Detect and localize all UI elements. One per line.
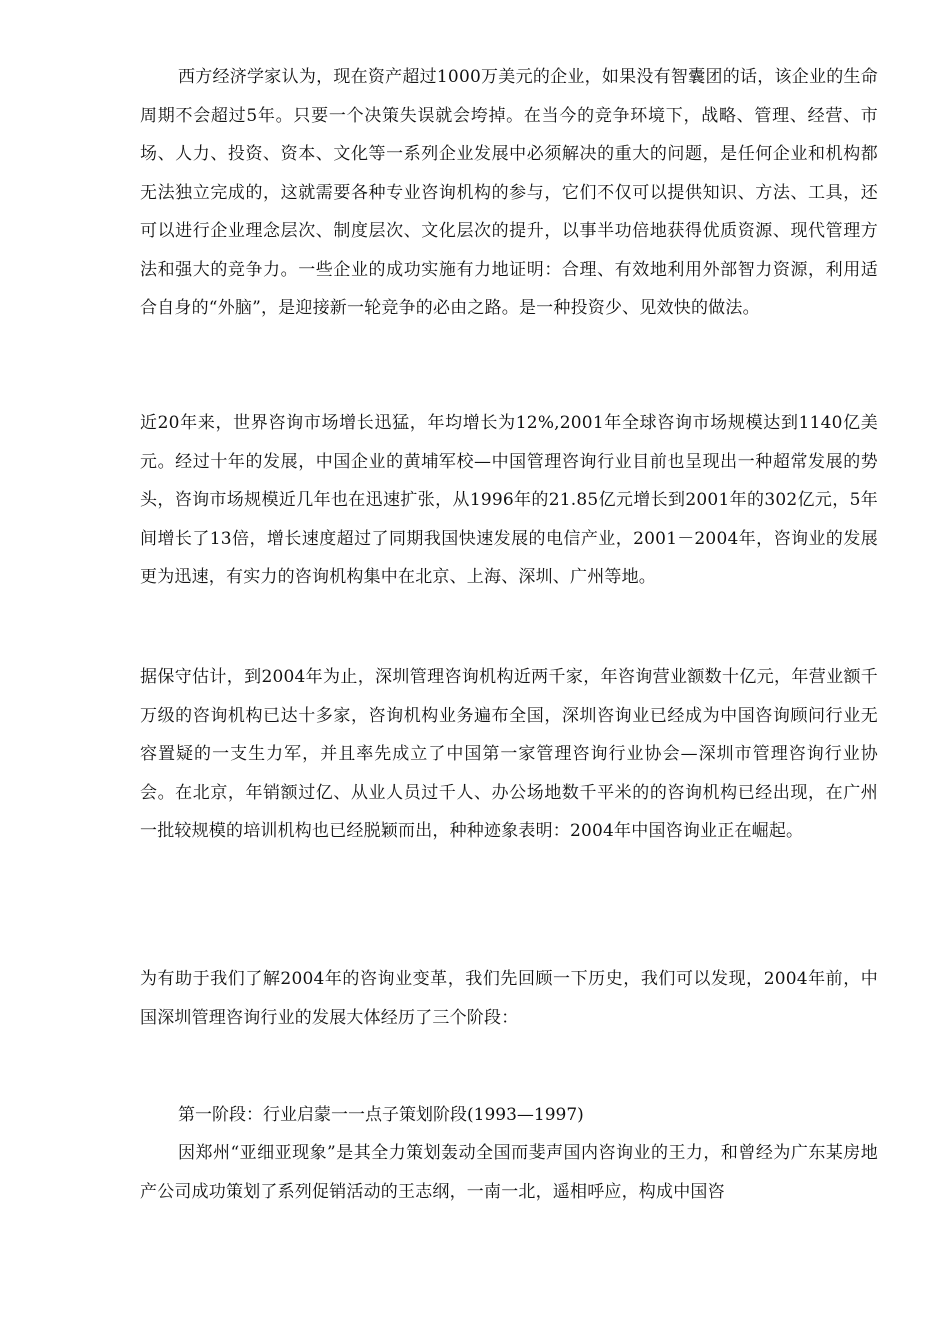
paragraph-think-tank: 西方经济学家认为，现在资产超过1000万美元的企业，如果没有智囊团的话，该企业的生命周期不会超过5年。只要一个决策失误就会垮掉。在当今的竞争环境下，战略、管理、经营、市场、人力、投资、资本、文化等一系列企业发展中必须解决的重大的问题，是任何企业和机构都无法独立完成的，这就需要各种专业咨询机构的参与，它们不仅可以提供知识、方法、工具，还可以进行企业理念层次、制度层次、文化层次的提升，以事半功倍地获得优质资源、现代管理方法和强大的竞争力。一些企业的成功实施有力地证明：合理、有效地利用外部智力资源，利用适合自身的“外脑”，是迎接新一轮竞争的必由之路。是一种投资少、见效快的做法。 [140, 67, 878, 318]
paragraph-history-intro: 为有助于我们了解2004年的咨询业变革，我们先回顾一下历史，我们可以发现，2004年前，中国深圳管理咨询行业的发展大体经历了三个阶段： [140, 969, 878, 1028]
paragraph-stage-one: 因郑州“亚细亚现象”是其全力策划轰动全国而斐声国内咨询业的王力，和曾经为广东某房地产公司成功策划了系列促销活动的王志纲，一南一北，遥相呼应，构成中国咨 [140, 1143, 878, 1202]
stage-one-heading: 第一阶段：行业启蒙一一点子策划阶段(1993—1997) [178, 1105, 584, 1125]
paragraph-market-growth: 近20年来，世界咨询市场增长迅猛，年均增长为12%,2001年全球咨询市场规模达到1140亿美元。经过十年的发展，中国企业的黄埔军校—中国管理咨询行业目前也呈现出一种超常发展的势头，咨询市场规模近几年也在迅速扩张，从1996年的21.85亿元增长到2001年的302亿元，5年间增长了13倍，增长速度超过了同期我国快速发展的电信产业，2001－2004年，咨询业的发展更为迅速，有实力的咨询机构集中在北京、上海、深圳、广州等地。 [140, 413, 878, 587]
paragraph-shenzhen-estimate: 据保守估计，到2004年为止，深圳管理咨询机构近两千家，年咨询营业额数十亿元，年营业额千万级的咨询机构已达十多家，咨询机构业务遍布全国，深圳咨询业已经成为中国咨询顾问行业无容置疑的一支生力军，并且率先成立了中国第一家管理咨询行业协会—深圳市管理咨询行业协会。在北京，年销额过亿、从业人员过千人、办公场地数千平米的的咨询机构已经出现，在广州一批较规模的培训机构也已经脱颖而出，种种迹象表明：2004年中国咨询业正在崛起。 [140, 667, 878, 841]
